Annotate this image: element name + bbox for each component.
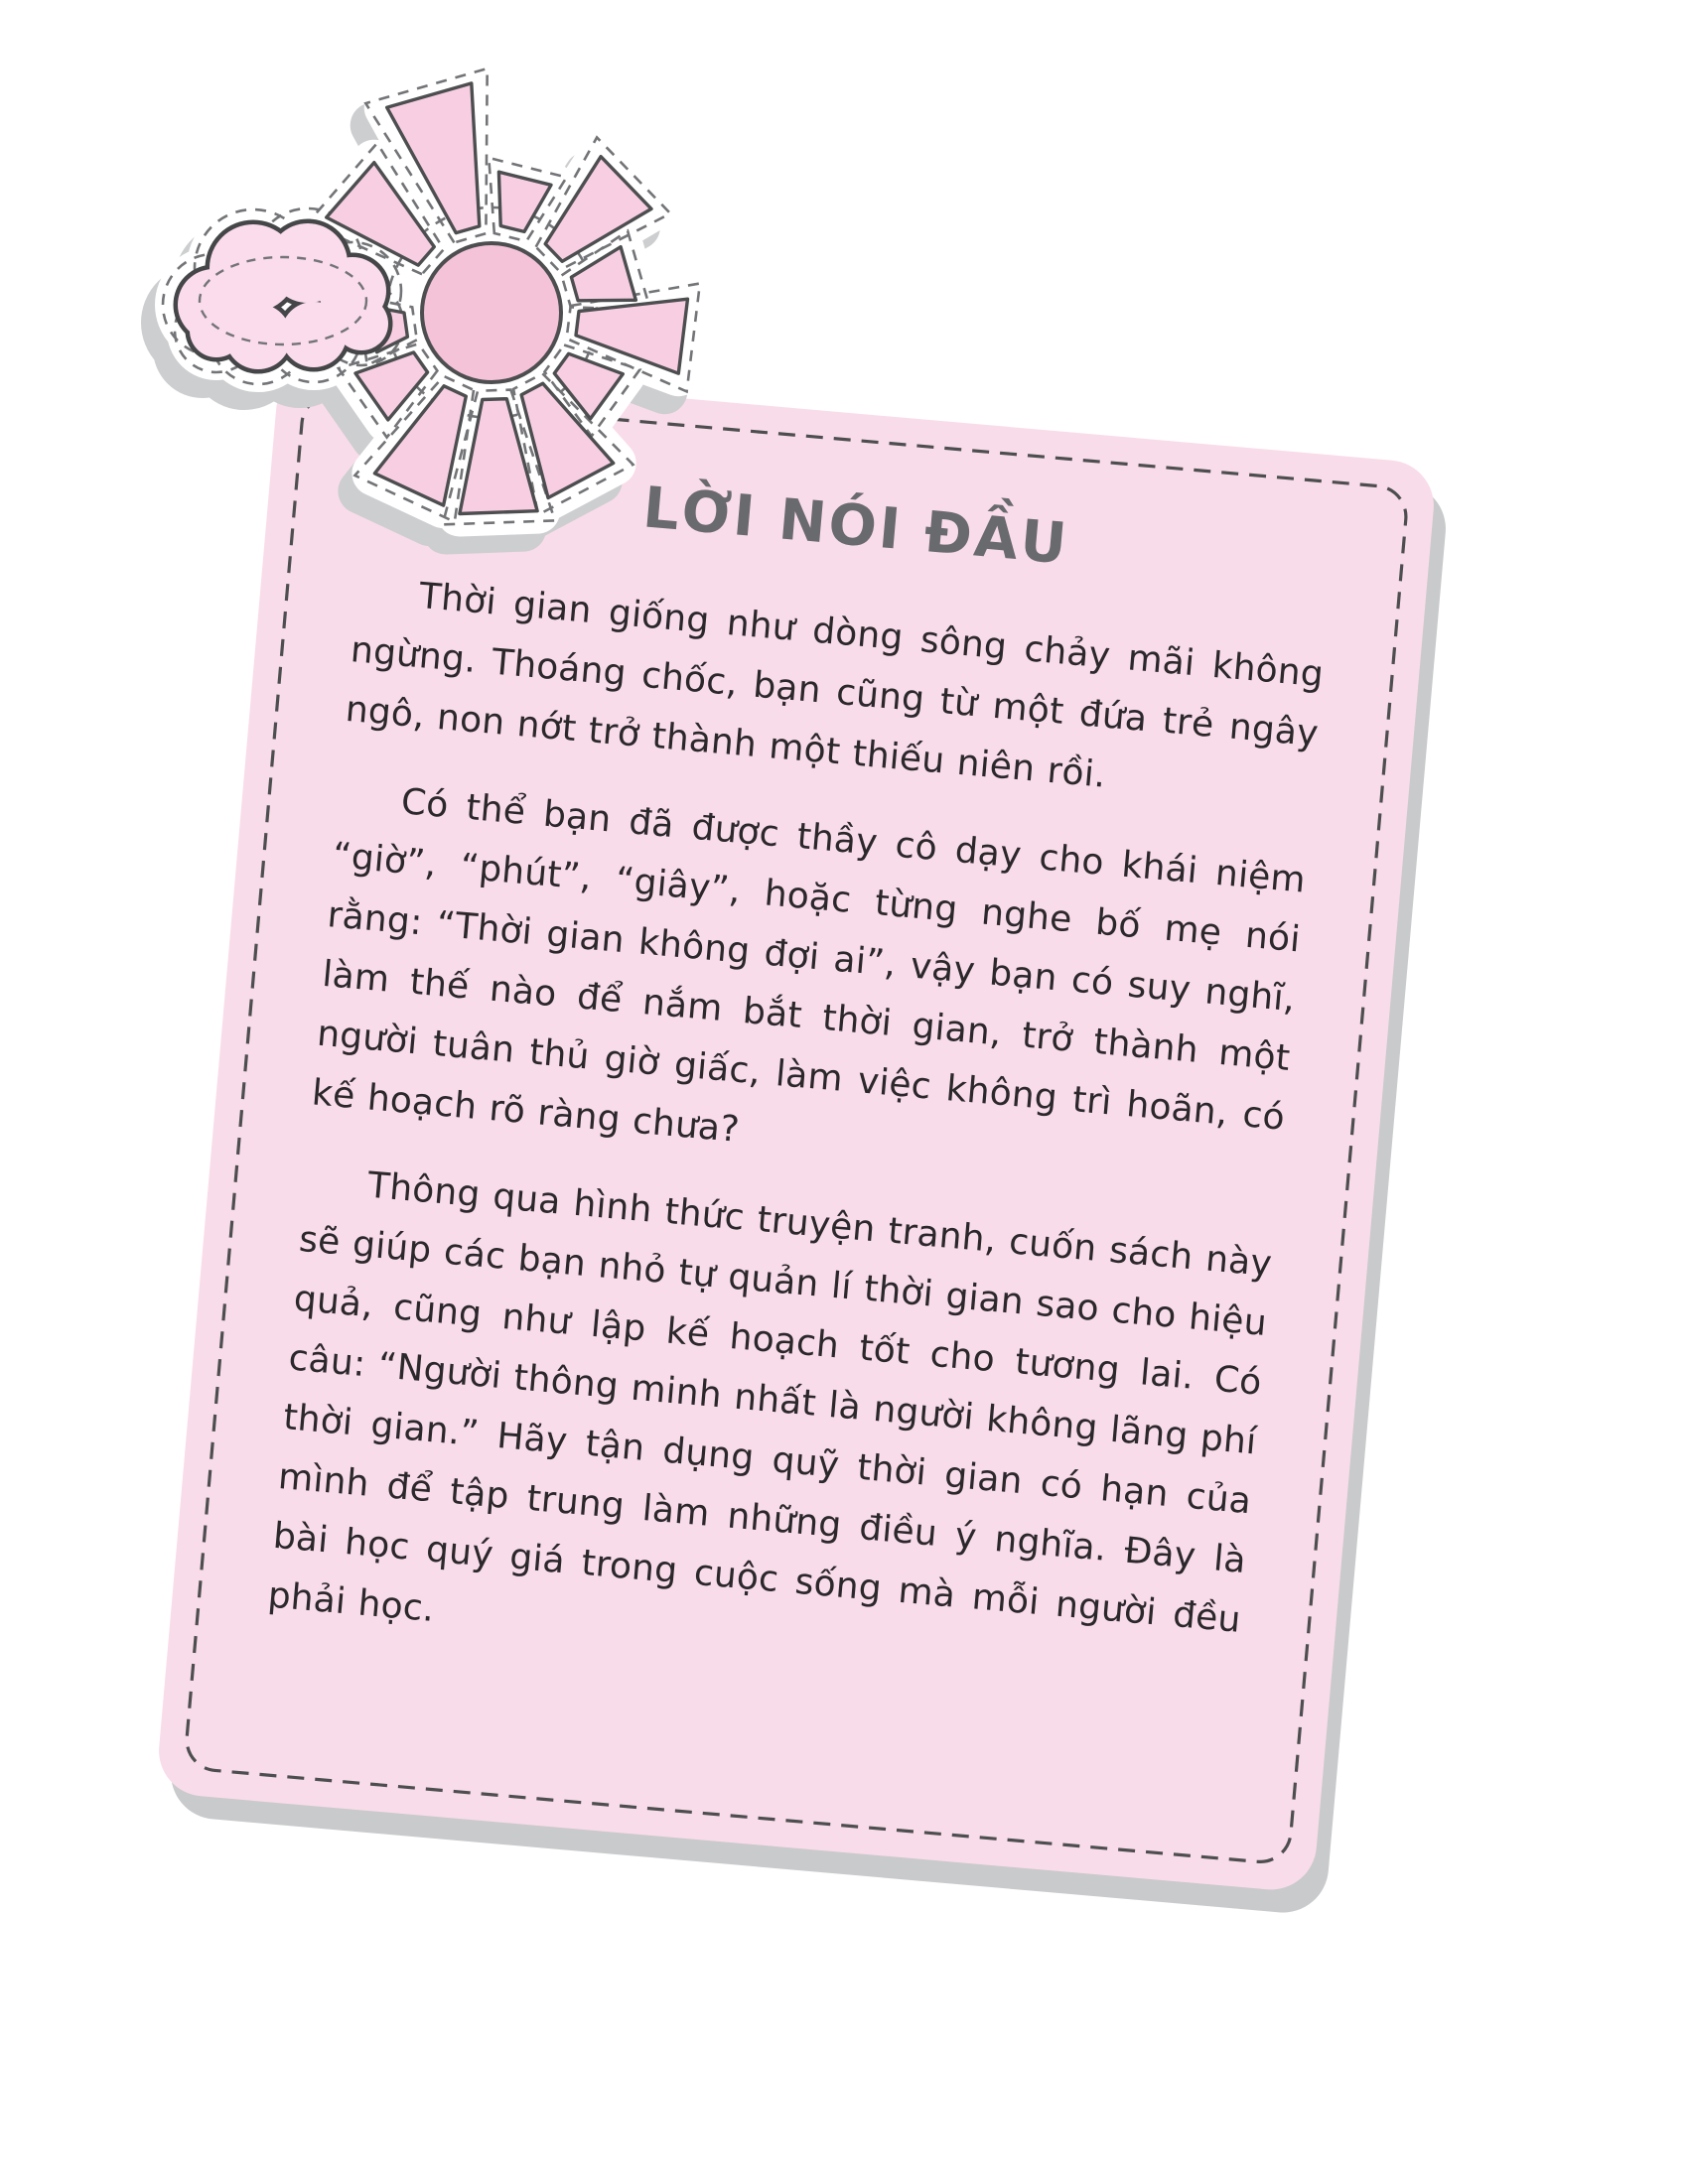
- page-title: LỜI NÓI ĐẦU: [640, 475, 1072, 578]
- preface-paragraph-3: Thông qua hình thức truyện tranh, cuốn sách này sẽ giúp các bạn nhỏ tự quản lí thời gian sao cho hiệu quả, cũng như lập kế hoạch tốt cho tương lai. Có câu: “Người thông minh nhất là người không lãng phí thời gian.” Hãy tận dụng quỹ thời gian có hạn của mình để tập trung làm những điều ý nghĩa. Đây là bài học quý giá trong cuộc sống mà mỗi người đều phải học.: [266, 1164, 1274, 1641]
- preface-text-block: [265, 451, 1336, 1710]
- sun-cloud-sticker: [119, 45, 735, 561]
- preface-paragraph-2: Có thể bạn đã được thầy cô dạy cho khái niệm “giờ”, “phút”, “giây”, hoặc từng nghe bố mẹ nói rằng: “Thời gian không đợi ai”, vậy bạn có suy nghĩ, làm thế nào để nắm bắt thời gian, trở thành một người tuân thủ giờ giấc, làm việc không trì hoãn, có kế hoạch rõ ràng chưa?: [310, 781, 1308, 1151]
- preface-paragraph-1: Thời gian giống như dòng sông chảy mãi không ngừng. Thoáng chốc, bạn cũng từ một đứa trẻ ngây ngô, non nớt trở thành một thiếu niên rồi.: [344, 575, 1326, 796]
- preface-card: [155, 363, 1437, 1893]
- sun-cloud-sticker-art: [119, 45, 735, 561]
